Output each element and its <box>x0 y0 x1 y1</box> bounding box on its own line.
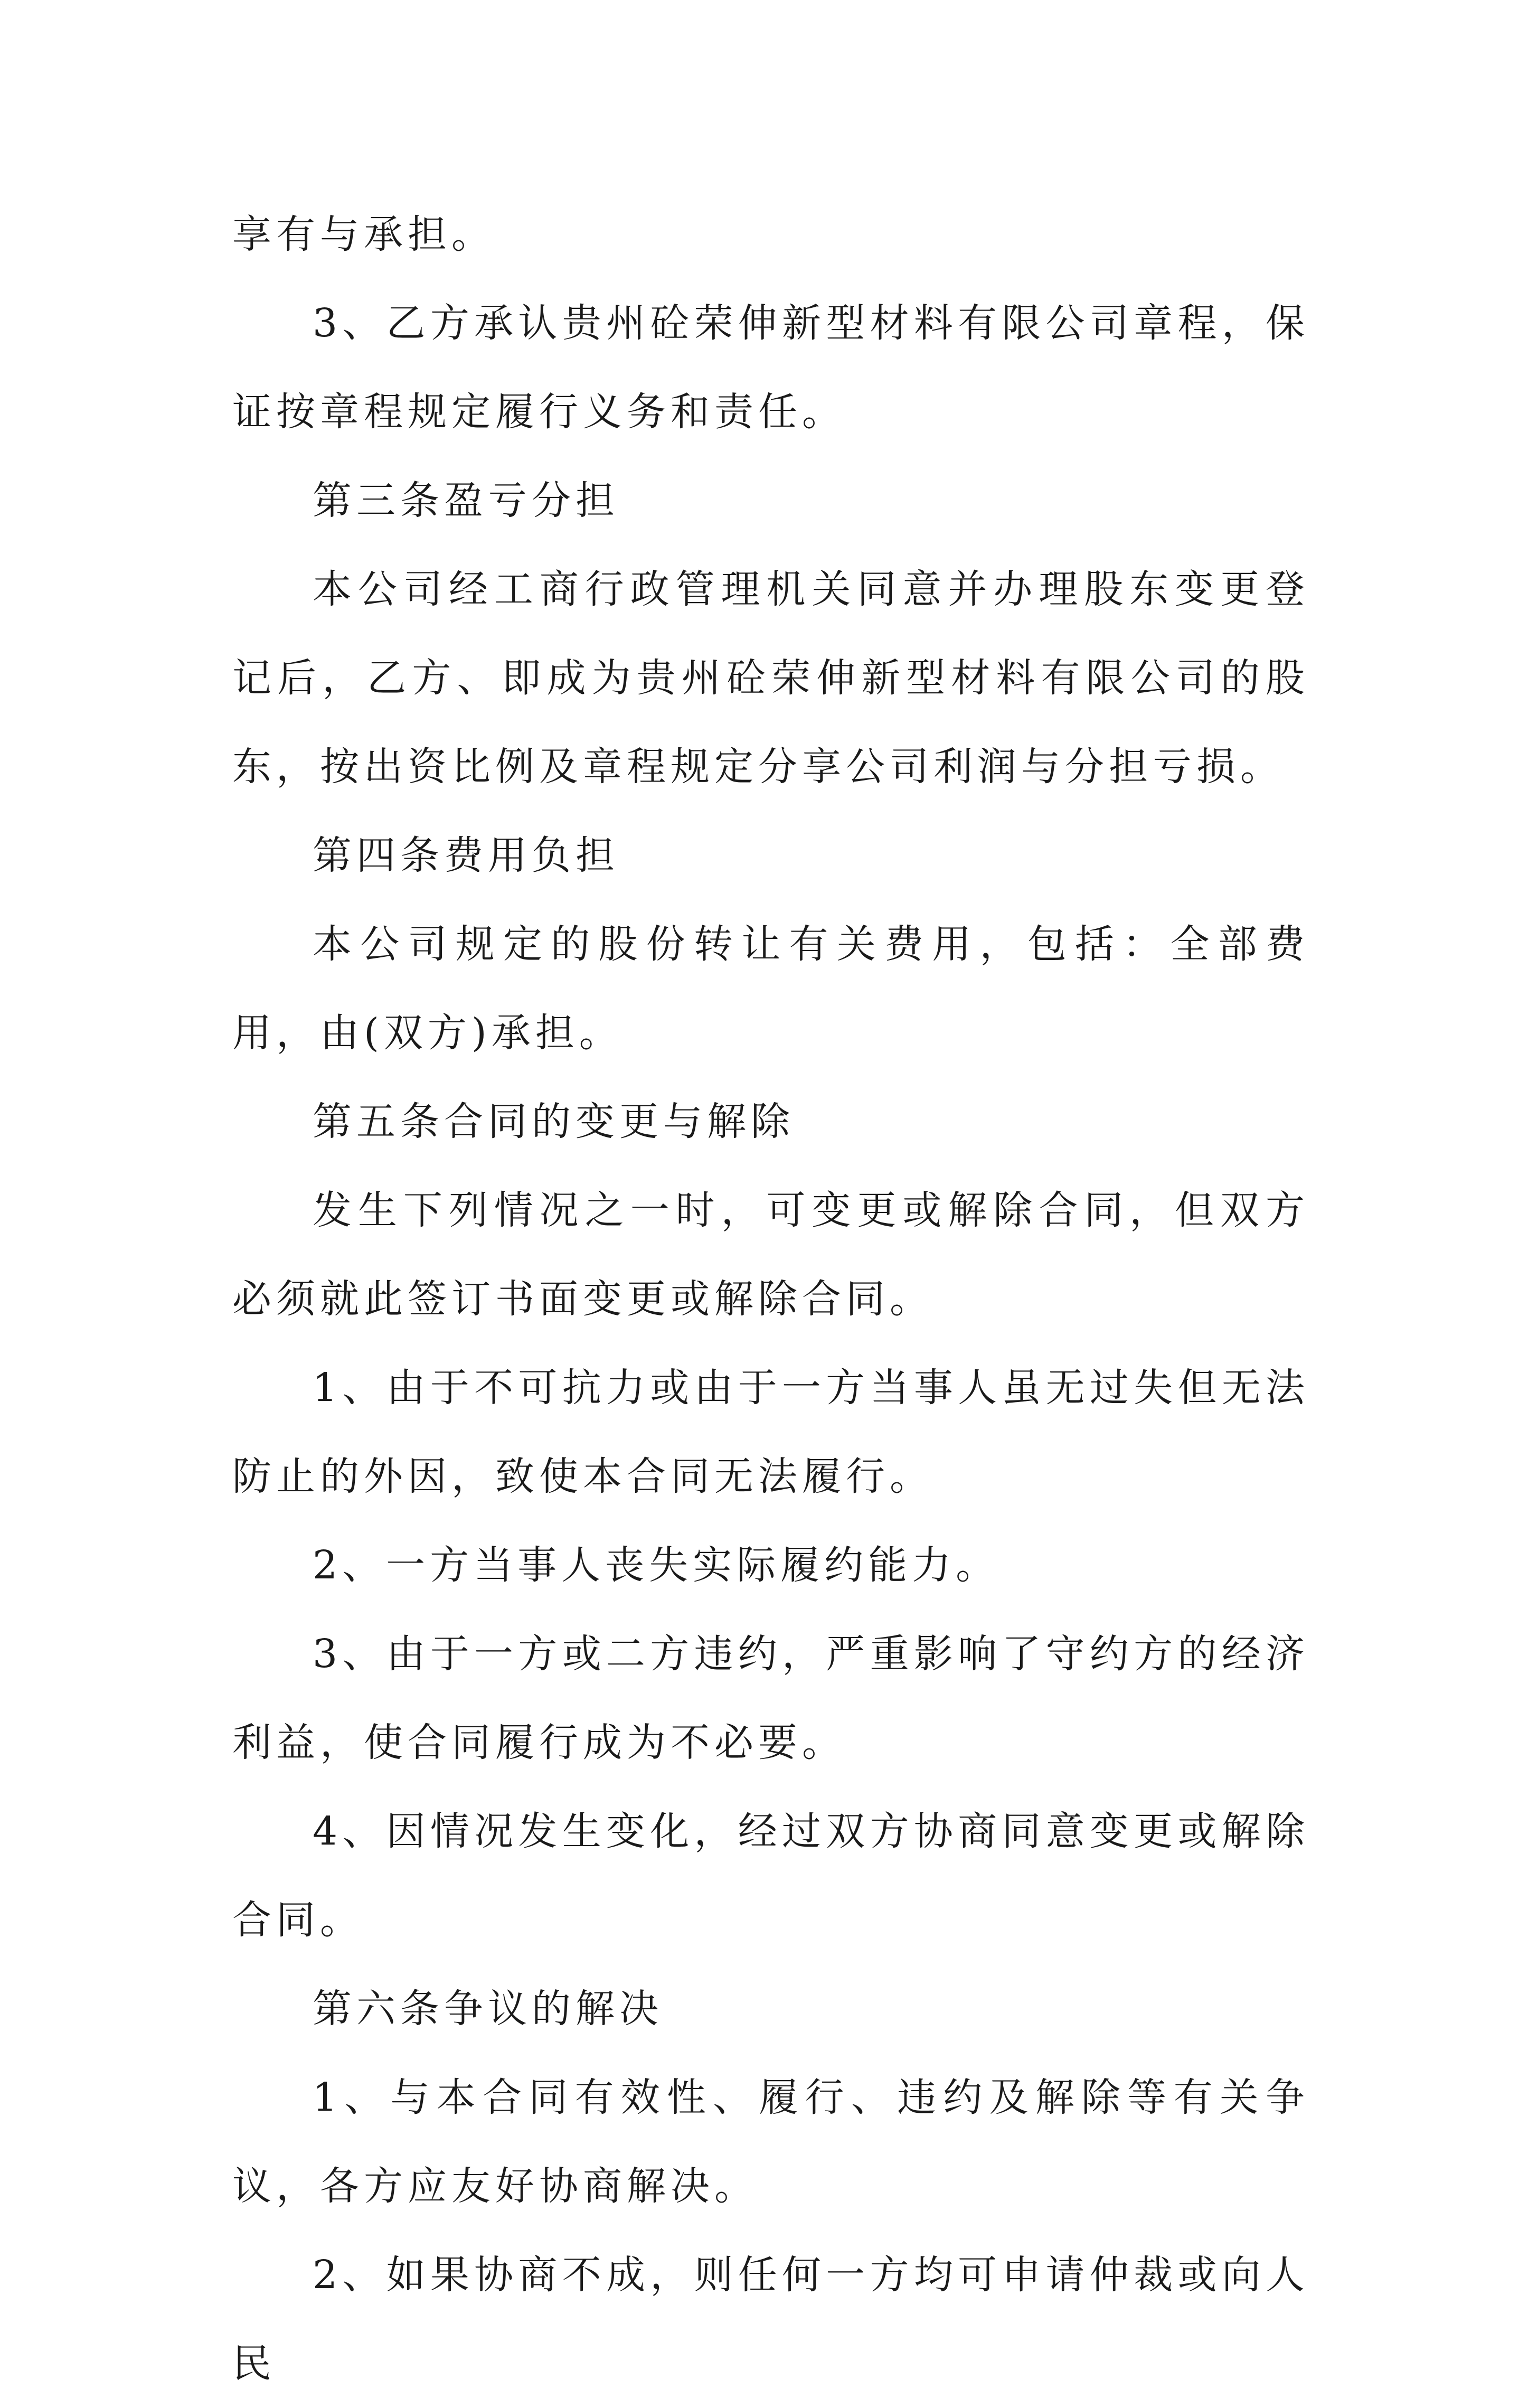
clause-item-1: 1、由于不可抗力或由于一方当事人虽无过失但无法防止的外因，致使本合同无法履行。 <box>232 1365 1309 1499</box>
section-heading-article-5: 第五条合同的变更与解除 <box>313 1099 795 1144</box>
section-heading-article-6: 第六条争议的解决 <box>313 1986 663 2031</box>
section-heading-article-3: 第三条盈亏分担 <box>313 478 619 523</box>
clause-item-3: 3、乙方承认贵州砼荣伸新型材料有限公司章程，保证按章程规定履行义务和责任。 <box>232 300 1309 435</box>
clause-item-3-breach: 3、由于一方或二方违约，严重影响了守约方的经济利益，使合同履行成为不必要。 <box>232 1631 1309 1765</box>
paragraph-continuation: 享有与承担。 <box>232 212 495 257</box>
document-body <box>232 190 1309 2408</box>
section-heading-article-4: 第四条费用负担 <box>313 833 619 878</box>
paragraph-profit-loss: 本公司经工商行政管理机关同意并办理股东变更登记后，乙方、即成为贵州砼荣伸新型材料有限公司的股东，按出资比例及章程规定分享公司利润与分担亏损。 <box>232 567 1309 789</box>
paragraph-change-termination: 发生下列情况之一时，可变更或解除合同，但双方必须就此签订书面变更或解除合同。 <box>232 1188 1309 1322</box>
clause-item-4: 4、因情况发生变化，经过双方协商同意变更或解除合同。 <box>232 1809 1309 1943</box>
dispute-item-1: 1、与本合同有效性、履行、违约及解除等有关争议，各方应友好协商解决。 <box>232 2075 1309 2209</box>
dispute-item-2: 2、如果协商不成，则任何一方均可申请仲裁或向人民 <box>232 2252 1309 2386</box>
clause-item-2: 2、一方当事人丧失实际履约能力。 <box>313 1542 1000 1588</box>
paragraph-fees: 本公司规定的股份转让有关费用，包括：全部费用，由(双方)承担。 <box>232 921 1309 1056</box>
